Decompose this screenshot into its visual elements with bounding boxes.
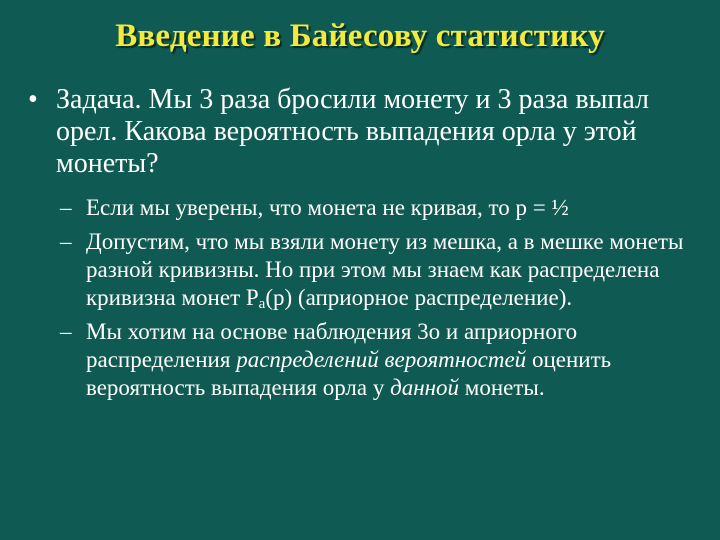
italic-word-given: данной bbox=[390, 375, 460, 400]
slide-title: Введение в Байесову статистику bbox=[115, 18, 605, 54]
slide-body bbox=[26, 84, 706, 408]
sub-bullet-estimate-text-3: монеты. bbox=[459, 375, 545, 400]
sub-bullet-bag-of-coins bbox=[26, 228, 706, 312]
dash-marker: – bbox=[60, 229, 72, 254]
dash-marker: – bbox=[60, 319, 72, 344]
sub-bullet-fair-coin bbox=[26, 194, 706, 222]
bullet-task-text: Задача. Мы 3 раза бросили монету и 3 раза выпал орел. Какова вероятность выпадения орла у этой монеты? bbox=[56, 84, 650, 179]
sub-bullet-bag-text-2: (p) (априорное распределение). bbox=[265, 285, 573, 310]
italic-phrase-distributions: распределений вероятностей bbox=[236, 347, 527, 372]
sub-bullet-estimate-text-2: оценить вероятность выпадения орла у bbox=[86, 347, 612, 400]
prior-subscript: a bbox=[258, 296, 266, 312]
dash-marker: – bbox=[60, 195, 72, 220]
sub-bullet-estimate bbox=[26, 318, 706, 402]
bullet-marker: • bbox=[28, 84, 38, 115]
bullet-task bbox=[26, 84, 706, 180]
sub-bullet-bag-text-1: Допустим, что мы взяли монету из мешка, а в мешке монеты разной кривизны. Но при этом мы знаем как распределена кривизна монет P bbox=[86, 229, 684, 310]
sub-bullet-estimate-text-1: Мы хотим на основе наблюдения 3о и априорного распределения bbox=[86, 319, 578, 372]
sub-bullet-fair-coin-text: Если мы уверены, что монета не кривая, то p = ½ bbox=[86, 195, 569, 220]
